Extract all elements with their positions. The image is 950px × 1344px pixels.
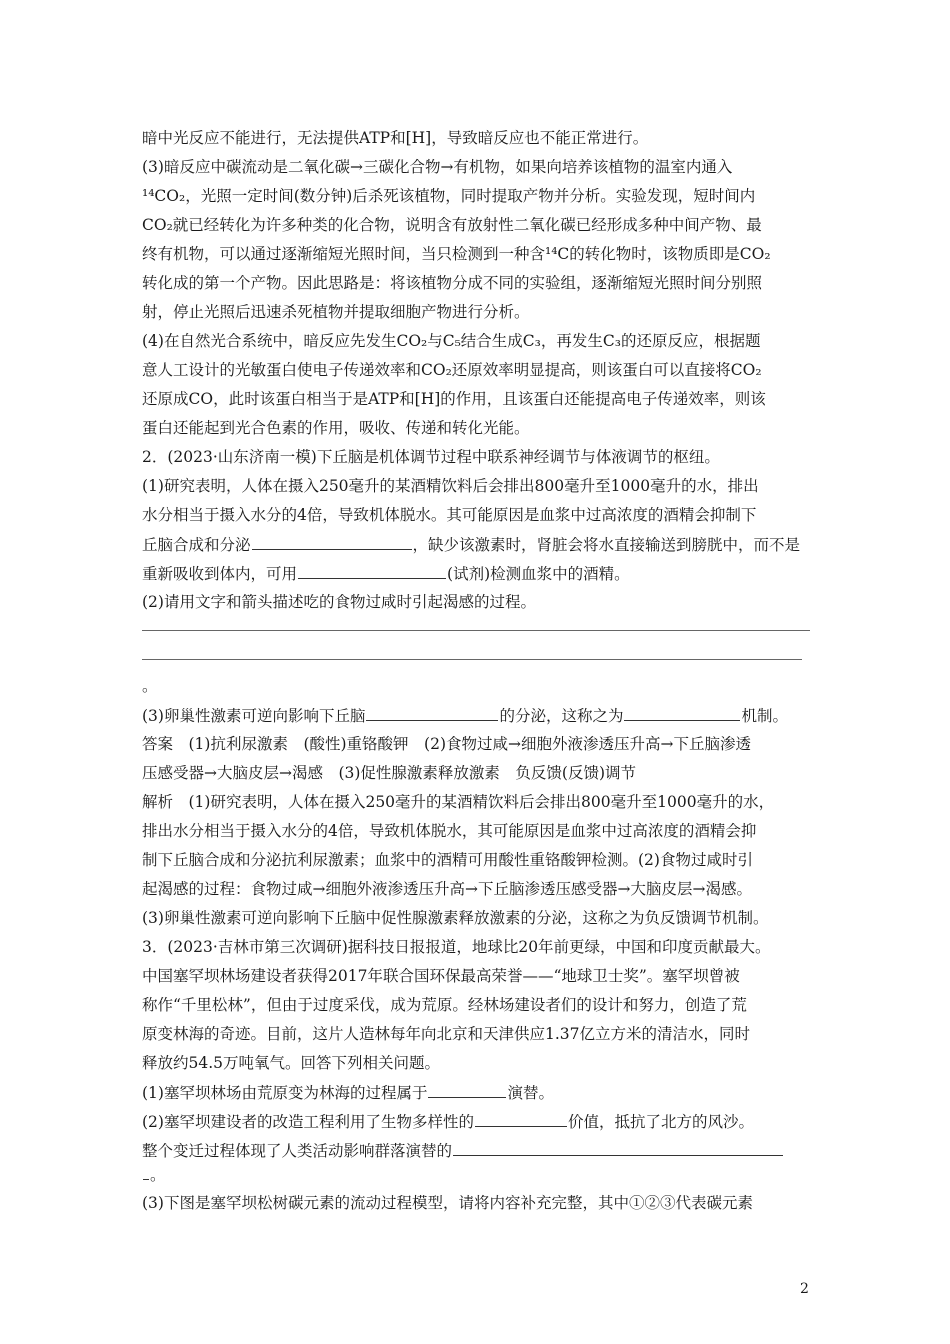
text-line: CO₂就已经转化为许多种类的化合物，说明含有放射性二氧化碳已经形成多种中间产物、最 bbox=[142, 216, 762, 234]
text-line-with-blank bbox=[142, 1164, 166, 1185]
answer-line-1[interactable] bbox=[142, 630, 810, 631]
text-line: 释放约54.5万吨氧气。回答下列相关问题。 bbox=[142, 1054, 441, 1072]
text-line-with-blank bbox=[142, 705, 788, 726]
text-segment: (1)塞罕坝林场由荒原变为林海的过程属于 bbox=[142, 1084, 428, 1102]
text-segment: ，缺少该激素时，肾脏会将水直接输送到膀胱中，而不是 bbox=[412, 536, 801, 554]
text-line: 还原成CO，此时该蛋白相当于是ATP和[H]的作用，且该蛋白还能提高电子传递效率，则该 bbox=[142, 390, 766, 408]
analysis-line: 制下丘脑合成和分泌抗利尿激素；血浆中的酒精可用酸性重铬酸钾检测。(2)食物过咸时引 bbox=[142, 851, 753, 869]
text-segment: 丘脑合成和分泌 bbox=[142, 536, 251, 554]
answer-blank-succession[interactable] bbox=[428, 1082, 506, 1098]
text-segment: 整个变迁过程体现了人类活动影响群落演替的 bbox=[142, 1142, 453, 1160]
text-line-with-blank bbox=[142, 1140, 784, 1161]
text-line: 射，停止光照后迅速杀死植物并提取细胞产物进行分析。 bbox=[142, 303, 530, 321]
text-segment: (3)卵巢性激素可逆向影响下丘脑 bbox=[142, 707, 366, 725]
text-line: ¹⁴CO₂，光照一定时间(数分钟)后杀死该植物，同时提取产物并分析。实验发现，短时间内 bbox=[142, 187, 756, 205]
text-line: (3)下图是塞罕坝松树碳元素的流动过程模型，请将内容补充完整，其中①②③代表碳元素 bbox=[142, 1194, 753, 1212]
answer-blank-influence-tail[interactable] bbox=[143, 1164, 149, 1180]
analysis-line: 解析 (1)研究表明，人体在摄入250毫升的某酒精饮料后会排出800毫升至1000毫升的水， bbox=[142, 793, 775, 811]
text-line: (3)暗反应中碳流动是二氧化碳→三碳化合物→有机物，如果向培养该植物的温室内通入 bbox=[142, 158, 733, 176]
text-line: 意人工设计的光敏蛋白使电子传递效率和CO₂还原效率明显提高，则该蛋白可以直接将CO₂ bbox=[142, 361, 762, 379]
analysis-line: (3)卵巢性激素可逆向影响下丘脑中促性腺激素释放激素的分泌，这称之为负反馈调节机制。 bbox=[142, 909, 769, 927]
answer-line: 答案 (1)抗利尿激素 (酸性)重铬酸钾 (2)食物过咸→细胞外液渗透压升高→下丘脑渗透 bbox=[142, 735, 751, 753]
text-line: 暗中光反应不能进行，无法提供ATP和[H]，导致暗反应也不能正常进行。 bbox=[142, 129, 649, 147]
text-line: 原变林海的奇迹。目前，这片人造林每年向北京和天津供应1.37亿立方米的清洁水，同时 bbox=[142, 1025, 751, 1043]
text-segment: 。 bbox=[150, 1166, 166, 1184]
text-line: 中国塞罕坝林场建设者获得2017年联合国环保最高荣誉——“地球卫士奖”。塞罕坝曾被 bbox=[142, 967, 740, 985]
text-line-with-blank bbox=[142, 563, 630, 584]
text-line: 。 bbox=[142, 677, 158, 695]
text-line-with-blank bbox=[142, 534, 800, 555]
answer-blank-influence[interactable] bbox=[453, 1140, 783, 1156]
text-line: 称作“千里松林”，但由于过度采伐，成为荒原。经林场建设者们的设计和努力，创造了荒 bbox=[142, 996, 747, 1014]
question-3-stem: 3．(2023·吉林市第三次调研)据科技日报报道，地球比20年前更绿，中国和印度贡献最大。 bbox=[142, 938, 771, 956]
answer-blank-reagent[interactable] bbox=[298, 563, 446, 579]
text-segment: (2)塞罕坝建设者的改造工程利用了生物多样性的 bbox=[142, 1113, 474, 1131]
answer-blank-mechanism[interactable] bbox=[624, 705, 740, 721]
answer-line: 压感受器→大脑皮层→渴感 (3)促性腺激素释放激素 负反馈(反馈)调节 bbox=[142, 764, 637, 782]
text-segment: 机制。 bbox=[741, 707, 788, 725]
text-segment: 演替。 bbox=[507, 1084, 554, 1102]
answer-line-2[interactable] bbox=[142, 659, 802, 660]
page-number: 2 bbox=[800, 1281, 809, 1297]
answer-blank-value[interactable] bbox=[475, 1111, 567, 1127]
text-line: 终有机物，可以通过逐渐缩短光照时间，当只检测到一种含¹⁴C的转化物时，该物质即是CO₂ bbox=[142, 245, 771, 263]
text-line: 转化成的第一个产物。因此思路是：将该植物分成不同的实验组，逐渐缩短光照时间分别照 bbox=[142, 274, 763, 292]
text-line: (4)在自然光合系统中，暗反应先发生CO₂与C₅结合生成C₃，再发生C₃的还原反应，根据题 bbox=[142, 332, 761, 350]
text-line: (2)请用文字和箭头描述吃的食物过咸时引起渴感的过程。 bbox=[142, 593, 536, 611]
text-segment: 价值，抵抗了北方的风沙。 bbox=[567, 1113, 754, 1131]
text-line-with-blank bbox=[142, 1082, 554, 1103]
text-line: 水分相当于摄入水分的4倍，导致机体脱水。其可能原因是血浆中过高浓度的酒精会抑制下 bbox=[142, 506, 757, 524]
text-segment: 重新吸收到体内，可用 bbox=[142, 565, 298, 583]
text-segment: 的分泌，这称之为 bbox=[499, 707, 624, 725]
analysis-line: 起渴感的过程：食物过咸→细胞外液渗透压升高→下丘脑渗透压感受器→大脑皮层→渴感。 bbox=[142, 880, 752, 898]
answer-blank-hormone[interactable] bbox=[252, 534, 412, 550]
question-2-stem: 2．(2023·山东济南一模)下丘脑是机体调节过程中联系神经调节与体液调节的枢纽。 bbox=[142, 448, 720, 466]
analysis-line: 排出水分相当于摄入水分的4倍，导致机体脱水，其可能原因是血浆中过高浓度的酒精会抑 bbox=[142, 822, 757, 840]
answer-blank-hormone-2[interactable] bbox=[366, 705, 498, 721]
text-line-with-blank bbox=[142, 1111, 754, 1132]
text-line: 蛋白还能起到光合色素的作用，吸收、传递和转化光能。 bbox=[142, 419, 530, 437]
text-line: (1)研究表明，人体在摄入250毫升的某酒精饮料后会排出800毫升至1000毫升的水，排出 bbox=[142, 477, 759, 495]
text-segment: (试剂)检测血浆中的酒精。 bbox=[447, 565, 630, 583]
